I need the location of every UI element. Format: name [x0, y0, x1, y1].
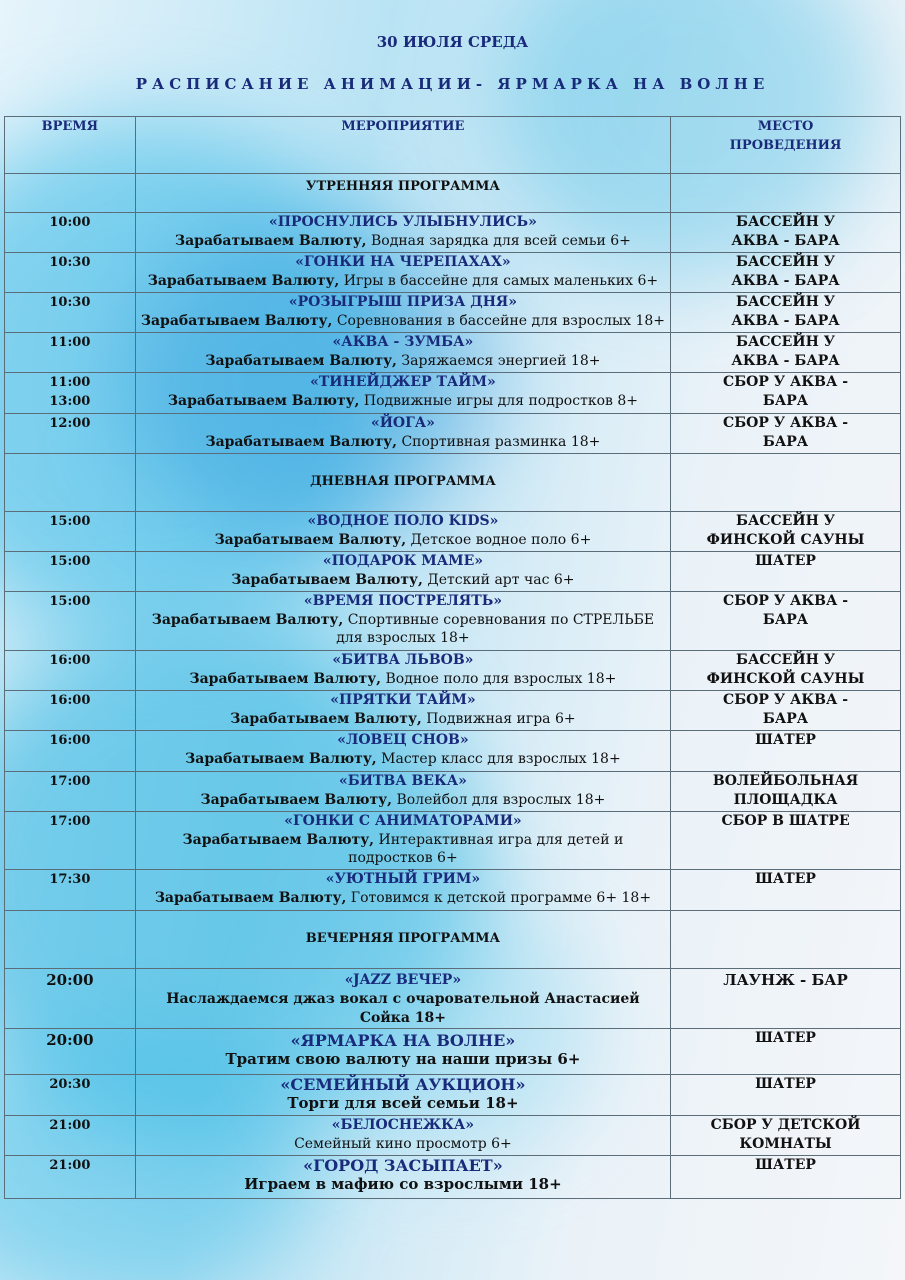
table-row: 15:00 «ПОДАРОК МАМЕ» Зарабатываем Валюту, Детский арт час 6+ ШАТЕР	[5, 552, 901, 592]
table-row: 16:00 «БИТВА ЛЬВОВ» Зарабатываем Валюту, Водное поло для взрослых 18+ БАССЕЙН У ФИНСКОЙ САУНЫ	[5, 651, 901, 691]
table-header-row	[5, 117, 901, 174]
event-name: «ВОДНОЕ ПОЛО KIDS»	[307, 513, 499, 529]
table-row: 11:00 13:00 «ТИНЕЙДЖЕР ТАЙМ» Зарабатываем Валюту, Подвижные игры для подростков 8+ СБОР У АКВА - БАРА	[5, 373, 901, 414]
column-header-time: ВРЕМЯ	[5, 117, 136, 174]
event-name: «ЛОВЕЦ СНОВ»	[337, 732, 469, 748]
table-row: 15:00 «ВОДНОЕ ПОЛО KIDS» Зарабатываем Валюту, Детское водное поло 6+ БАССЕЙН У ФИНСКОЙ САУНЫ	[5, 512, 901, 552]
schedule-title: РАСПИСАНИЕ АНИМАЦИИ- ЯРМАРКА НА ВОЛНЕ	[135, 75, 770, 93]
table-row: 10:00 «ПРОСНУЛИСЬ УЛЫБНУЛИСЬ» Зарабатываем Валюту, Водная зарядка для всей семьи 6+ БАССЕЙН У АКВА - БАРА	[5, 213, 901, 253]
table-row: 16:00 «ПРЯТКИ ТАЙМ» Зарабатываем Валюту, Подвижная игра 6+ СБОР У АКВА - БАРА	[5, 691, 901, 731]
schedule-date: 30 ИЮЛЯ СРЕДА	[376, 33, 529, 51]
table-row: 10:30 «ГОНКИ НА ЧЕРЕПАХАХ» Зарабатываем Валюту, Игры в бассейне для самых маленьких 6+ БАССЕЙН У АКВА - БАРА	[5, 253, 901, 293]
section-label: ДНЕВНАЯ ПРОГРАММА	[135, 454, 670, 512]
event-name: «ПРОСНУЛИСЬ УЛЫБНУЛИСЬ»	[269, 214, 537, 230]
event-name: «ВРЕМЯ ПОСТРЕЛЯТЬ»	[303, 593, 502, 609]
event-name: «ГОРОД ЗАСЫПАЕТ»	[303, 1156, 503, 1175]
table-row: 17:00 «ГОНКИ С АНИМАТОРАМИ» Зарабатываем Валюту, Интерактивная игра для детей и подростков 6+ СБОР В ШАТРЕ	[5, 812, 901, 870]
event-name: «СЕМЕЙНЫЙ АУКЦИОН»	[280, 1075, 526, 1094]
event-name: «БИТВА ВЕКА»	[339, 773, 467, 789]
event-name: «ГОНКИ НА ЧЕРЕПАХАХ»	[295, 254, 511, 270]
event-name: «ТИНЕЙДЖЕР ТАЙМ»	[310, 374, 496, 390]
event-name: «РОЗЫГРЫШ ПРИЗА ДНЯ»	[288, 294, 518, 310]
table-row: 16:00 «ЛОВЕЦ СНОВ» Зарабатываем Валюту, Мастер класс для взрослых 18+ ШАТЕР	[5, 731, 901, 772]
event-name: «БИТВА ЛЬВОВ»	[332, 652, 474, 668]
table-row: 21:00 «БЕЛОСНЕЖКА» Семейный кино просмотр 6+ СБОР У ДЕТСКОЙ КОМНАТЫ	[5, 1116, 901, 1156]
column-header-event: МЕРОПРИЯТИЕ	[135, 117, 670, 174]
table-row: 21:00 «ГОРОД ЗАСЫПАЕТ» Играем в мафию со взрослыми 18+ ШАТЕР	[5, 1156, 901, 1199]
table-row: 20:00 «ЯРМАРКА НА ВОЛНЕ» Тратим свою валюту на наши призы 6+ ШАТЕР	[5, 1029, 901, 1075]
schedule-table	[4, 116, 901, 1199]
event-name: «ПОДАРОК МАМЕ»	[322, 553, 484, 569]
table-row: 17:30 «УЮТНЫЙ ГРИМ» Зарабатываем Валюту, Готовимся к детской программе 6+ 18+ ШАТЕР	[5, 870, 901, 911]
column-header-place: МЕСТО ПРОВЕДЕНИЯ	[671, 117, 901, 174]
event-name: «ЯРМАРКА НА ВОЛНЕ»	[290, 1031, 516, 1050]
section-label: ВЕЧЕРНЯЯ ПРОГРАММА	[135, 911, 670, 969]
table-row: 12:00 «ЙОГА» Зарабатываем Валюту, Спортивная разминка 18+ СБОР У АКВА - БАРА	[5, 414, 901, 454]
table-row: 20:00 «JAZZ ВЕЧЕР» Наслаждаемся джаз вокал с очаровательной Анастасией Сойка 18+ ЛАУНЖ - БАР	[5, 969, 901, 1029]
event-name: «БЕЛОСНЕЖКА»	[331, 1117, 475, 1133]
section-row-morning	[5, 174, 901, 213]
event-name: «АКВА - ЗУМБА»	[332, 334, 474, 350]
event-name: «УЮТНЫЙ ГРИМ»	[325, 871, 481, 887]
event-name: «ПРЯТКИ ТАЙМ»	[330, 692, 476, 708]
table-row: 15:00 «ВРЕМЯ ПОСТРЕЛЯТЬ» Зарабатываем Валюту, Спортивные соревнования по СТРЕЛЬБЕ для взрослых 18+ СБОР У АКВА - БАРА	[5, 592, 901, 651]
table-row: 17:00 «БИТВА ВЕКА» Зарабатываем Валюту, Волейбол для взрослых 18+ ВОЛЕЙБОЛЬНАЯ ПЛОЩАДКА	[5, 772, 901, 812]
section-label: УТРЕННЯЯ ПРОГРАММА	[135, 174, 670, 213]
section-row-day	[5, 454, 901, 512]
event-name: «ГОНКИ С АНИМАТОРАМИ»	[284, 813, 522, 829]
event-name: «ЙОГА»	[370, 415, 435, 431]
event-name: «JAZZ ВЕЧЕР»	[344, 972, 462, 988]
table-row: 20:30 «СЕМЕЙНЫЙ АУКЦИОН» Торги для всей семьи 18+ ШАТЕР	[5, 1075, 901, 1116]
section-row-evening	[5, 911, 901, 969]
table-row: 10:30 «РОЗЫГРЫШ ПРИЗА ДНЯ» Зарабатываем Валюту, Соревнования в бассейне для взрослых 18+ БАССЕЙН У АКВА - БАРА	[5, 293, 901, 333]
table-row: 11:00 «АКВА - ЗУМБА» Зарабатываем Валюту, Заряжаемся энергией 18+ БАССЕЙН У АКВА - БАРА	[5, 333, 901, 373]
